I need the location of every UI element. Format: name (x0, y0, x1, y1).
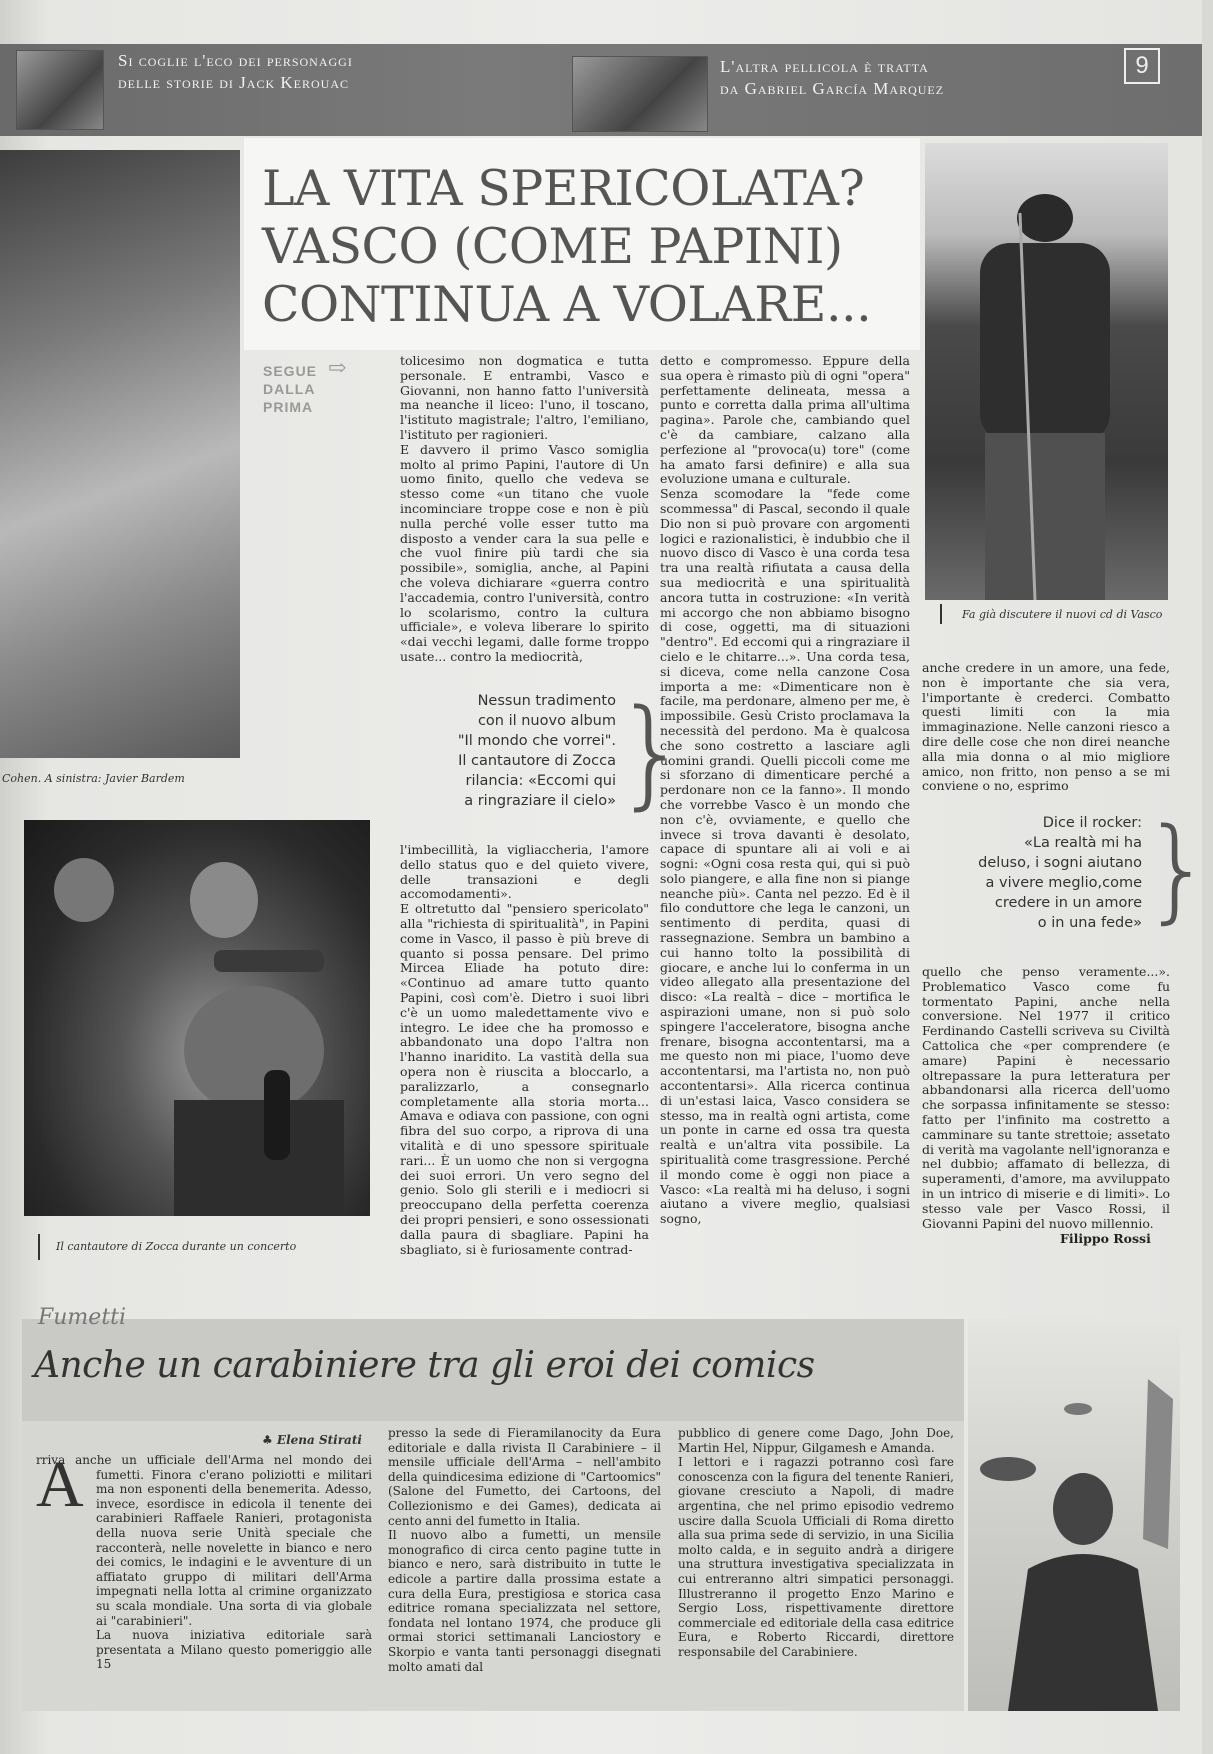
arrow-right-icon: ⇨ (328, 356, 347, 381)
comics-kicker: Fumetti (38, 1305, 127, 1330)
carabiniere-drawing (968, 1319, 1180, 1711)
article-author: Filippo Rossi (1060, 1231, 1151, 1246)
caption-left: Cohen. A sinistra: Javier Bardem (2, 772, 185, 785)
article-column-4a: anche credere in un amore, una fede, non è importante che sia vera, l'importante è crederci. Combatto questi limiti con la mia immaginazione. Nelle canzoni riesco a dire delle cose che non direi neanche alla mia donna o al mio migliore amico, non fritto, non penso a se mi conviene o no, esprimo (922, 660, 1170, 794)
pull-quote-2: Dice il rocker: «La realtà mi ha deluso, i sogni aiutano a vivere meglio,come credere in un amore o in una fede» (978, 815, 1142, 931)
concert-photo (24, 820, 370, 1216)
concert-silhouette (24, 820, 370, 1216)
article-headline: LA VITA SPERICOLATA? VASCO (COME PAPINI) CONTINUA A VOLARE... (262, 160, 872, 333)
header-right-text: L'altra pellicola è tratta da Gabriel García Marquez (720, 57, 945, 98)
pull-quote-1: Nessun tradimento con il nuovo album "Il mondo che vorrei". Il cantautore di Zocca rilancia: «Eccomi qui a ringraziare il cielo» (457, 693, 616, 809)
comics-column-3: pubblico di genere come Dago, John Doe, Martin Hel, Nippur, Gilgamesh e Amanda. I lettori e i ragazzi potranno così fare conoscenza con la figura del tenente Ranieri, giovane cresciuto a Napoli, di madre argentina, che nel primo episodio vedremo uscire dalla Scuola Ufficiali di Roma diretto alla sua prima sede di servizio, in una Sicilia molto calda, e in seguito andrà a dirigere una struttura investigativa specializzata in cui entreranno altri simpatici personaggi. Illustreranno il progetto Enzo Marino e Sergio Loss, rispettivamente direttore commerciale ed editoriale della casa editrice Eura, e Roberto Riccardi, direttore responsabile del Carabiniere. (678, 1426, 954, 1659)
brace-icon: } (614, 683, 690, 821)
marquez-thumbnail (572, 56, 708, 132)
vasco-stage-photo (925, 143, 1168, 600)
article-column-1: tolicesimo non dogmatica e tutta personale. E entrambi, Vasco e Giovanni, non hanno fatto l'università ma neanche il liceo: l'uno, il toscano, l'istituto magistrale; l'altro, l'emiliano, l'istituto per ragionieri. E davvero il primo Vasco somiglia molto al primo Papini, l'autore di Un uomo finito, quello che vedeva se stesso come «un titano che vuole incominciare troppe cose e non è più nulla perché volle esser tutto ma disposto a vender cara la sua pelle e che vuol finire più tardi che sia possibile», somiglia, anche, al Papini che voleva dichiarare «guerra contro l'accademia, contro l'università, contro lo scolarismo, contro la cultura ufficiale», e voleva liberare lo spirito «dai vecchi legami, dalle forme troppo usate... contro la mediocrità, (400, 353, 649, 664)
bardem-photo (0, 150, 240, 758)
carabiniere-illustration (968, 1319, 1180, 1711)
kerouac-thumbnail (16, 50, 104, 130)
singer-silhouette (925, 143, 1168, 600)
article-column-4b: quello che penso veramente...». Problematico Vasco come fu tormentato Papini, anche nella conversione. Nel 1977 il critico Ferdinando Castelli scriveva su Civiltà Cattolica che «per comprendere (e amare) Papini è necessario oltrepassare la pura letteratura per abbandonarsi alla ricerca dell'uomo che sorpassa infinitamente se stesso: fatto per l'infinito ma costretto a camminare su tante strettoie; assetato di verità ma vagolante nell'ignoranza e nel dubbio; affamato di bellezza, di superamenti, d'amore, ma avviluppato in un intrico di miserie e di limiti». Lo stesso vale per Vasco Rossi, il Giovanni Papini del nuovo millennio. (922, 964, 1170, 1231)
page-number: 9 (1124, 48, 1160, 84)
caption-concert: Il cantautore di Zocca durante un concerto (56, 1240, 297, 1253)
comics-column-1: rriva anche un ufficiale dell'Arma nel mondo dei fumetti. Finora c'erano poliziotti e militari ma non esponenti della benemerita. Adesso, invece, esordisce in edicola il tenente dei carabinieri Raffaele Ranieri, protagonista della nuova serie Unità speciale che racconterà, nelle novelette in bianco e nero dei comics, le indagini e le avventure di un affiatato gruppo di militari dell'Arma impegnati nella lotta al crimine organizzato su scala mondiale. Una sorta di via globale ai "carabinieri". La nuova iniziativa editoriale sarà presentata a Milano questo pomeriggio alle 15 (36, 1453, 372, 1672)
comics-byline: ♣ Elena Stirati (262, 1433, 362, 1447)
caption-right: Fa già discutere il nuovi cd di Vasco (962, 608, 1163, 621)
comics-column-2: presso la sede di Fieramilanocity da Eura editoriale e dalla rivista Il Carabiniere – il mensile ufficiale dell'Arma – nell'ambito della quindicesima edizione di "Cartoomics" (Salone del Fumetto, dei Cartoons, del Collezionismo e dei Games), dedicata ai cento anni del fumetto in Italia. Il nuovo albo a fumetti, un mensile monografico di circa cento pagine tutte in bianco e nero, sarà distribuito in tutte le edicole a partire dalla prossima estate a cura della Eura, prestigiosa e storica casa editrice romana specializzata nel settore, fondata nel lontano 1974, che produce gli ormai storici settimanali Lanciostory e Skorpio e vanta tanti personaggi disegnati molto amati dal (388, 1426, 661, 1674)
article-column-3: detto e compromesso. Eppure della sua opera è rimasto più di ogni "opera" perfettamente delineata, messa a punto e corretta dalla prima all'ultima pagina». Parole che, cambiando quel c'è da cambiare, calzano alla perfezione al "provoca(u) tore" (come ha amato farsi definire) e alla sua evoluzione umana e culturale. Senza scomodare la "fede come scommessa" di Pascal, secondo il quale Dio non si può provare con argomenti logici e razionalistici, è indubbio che il nuovo disco di Vasco è una corda tesa tra una realtà rifiutata a causa della sua mediocrità e una spiritualità ancora tutta in costruzione: «In verità mi accorgo che non abbiamo bisogno di cose, oggetti, ma di situazioni "dentro". Ed eccomi qui a ringraziare il cielo e le chitarre...». Una corda tesa, si diceva, come nella canzone Cosa importa a me: «Dimenticare non è facile, ma perdonare, almeno per me, è impossibile. Gesù Cristo proclamava la necessità del perdono. Ma è qualcosa che sono costretto a lasciare agli uomini grandi. Quelli piccoli come me si sforzano di dimenticare perché a perdonare non ce la fanno». Il mondo che vorrebbe Vasco è un mondo che non c'è, ovviamente, e quello che invece si trova davanti è desolato, capace di spuntare ali ai voli e ai sogni: «Ogni cosa resta qui, qui si può solo piangere, e alla fine non si piange neanche più». Canta nel pezzo. Ed è il filo conduttore che lega le canzoni, un sentimento di perdita, quasi di rassegnazione. Sembra un bambino a cui hanno tolto la possibilità di giocare, e anche lui lo conferma in un video allegato alla presentazione del disco: «La realtà – dice – mortifica le aspirazioni umane, non si può solo spingere l'acceleratore, bisogna anche frenare, bisogna accontentarsi, ma a me questo non mi piace, l'uomo deve accontentarsi, ma l'artista no, non può accontentarsi». Alla ricerca continua di un'estasi laica, Vasco considera se stesso, ma in realtà ogni artista, come un ponte in carne ed ossa tra questa realtà e un'altra vita possibile. La spiritualità come trasgressione. Perché il mondo come è oggi non piace a Vasco: «La realtà mi ha deluso, i sogni aiutano a vivere meglio, qualsiasi sogno, (660, 353, 910, 1227)
header-band (0, 44, 1202, 136)
header-left-text: Si coglie l'eco dei personaggi delle storie di Jack Kerouac (118, 51, 353, 92)
comics-headline: Anche un carabiniere tra gli eroi dei comics (34, 1345, 815, 1386)
brace-icon: } (1142, 805, 1213, 935)
comics-dropcap: A (36, 1448, 84, 1521)
article-column-2: l'imbecillità, la vigliaccheria, l'amore dello status quo e del quieto vivere, delle transazioni e degli accomodamenti». E oltretutto dal "pensiero spericolato" alla "richiesta di spiritualità", in Papini come in Vasco, il passo è più breve di quanto si possa pensare. Del primo Mircea Eliade ha potuto dire: «Continuo ad amare tutto quanto Papini, così com'è. Dietro i suoi libri c'è un uomo maledettamente vivo e integro. Le idee che ha promosso e abbandonato una dopo l'altra non l'hanno inaridito. La vastità della sua opera non è riuscita a bloccarlo, a paralizzarlo, a consegnarlo completamente alla storia morta... Amava e odiava con passione, con ogni fibra del suo corpo, a riprova di una vitalità e di uno spessore spirituale rari... È un uomo che non si vergogna dei suoi errori. Un vero segno del genio. Solo gli sterili e i mediocri si preoccupano della perfetta coerenza dei propri pensieri, e sono ossessionati dalla paura di sbagliare. Papini ha sbagliato, si è furiosamente contrad- (400, 842, 649, 1257)
segue-label: SEGUE DALLA PRIMA (263, 363, 318, 415)
